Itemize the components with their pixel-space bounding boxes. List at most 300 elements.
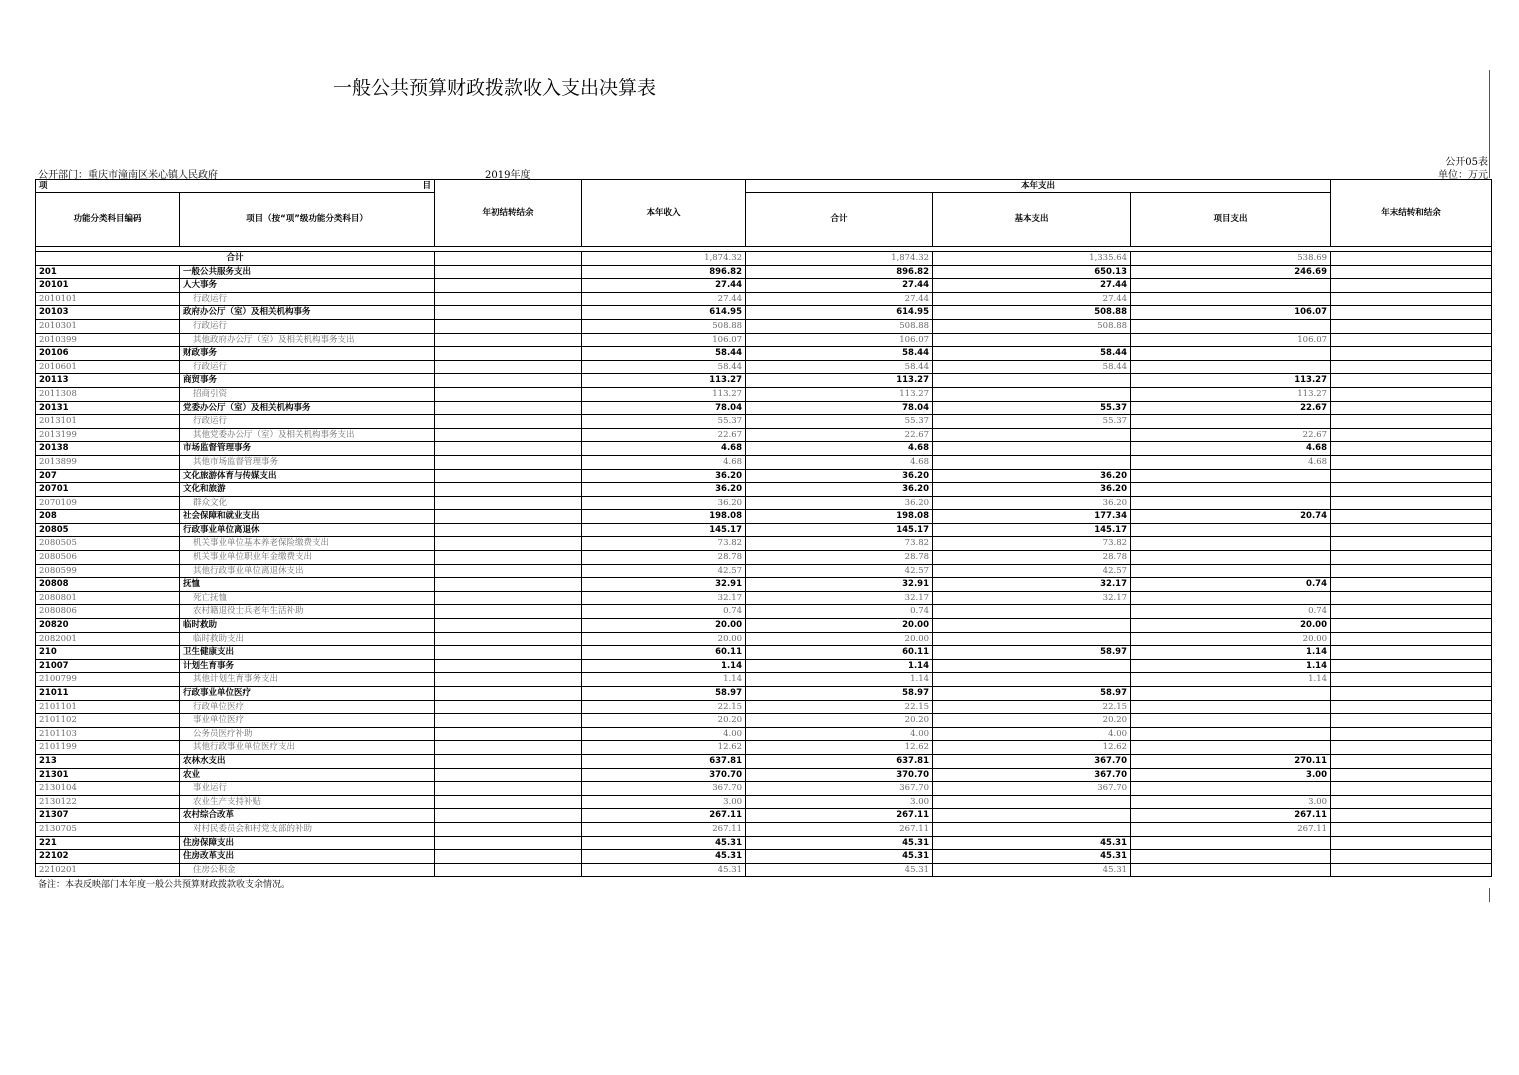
row-income: 267.11 <box>582 822 746 836</box>
row-project: 20.00 <box>1131 619 1331 633</box>
row-begin-balance <box>435 687 582 701</box>
row-code: 2101199 <box>36 741 180 755</box>
begin-balance-header: 年初结转结余 <box>435 180 582 247</box>
row-begin-balance <box>435 782 582 796</box>
row-begin-balance <box>435 496 582 510</box>
row-income: 36.20 <box>582 483 746 497</box>
row-code: 20103 <box>36 306 180 320</box>
row-begin-balance <box>435 578 582 592</box>
code-header: 功能分类科目编码 <box>36 193 180 247</box>
row-project <box>1131 836 1331 850</box>
row-begin-balance <box>435 727 582 741</box>
row-end-balance <box>1331 265 1492 279</box>
row-income: 36.20 <box>582 469 746 483</box>
total-label: 合计 <box>36 252 435 266</box>
row-total: 267.11 <box>746 822 933 836</box>
row-total: 22.67 <box>746 428 933 442</box>
row-basic: 27.44 <box>933 279 1131 293</box>
row-begin-balance <box>435 646 582 660</box>
row-basic: 36.20 <box>933 483 1131 497</box>
row-begin-balance <box>435 333 582 347</box>
row-income: 22.15 <box>582 700 746 714</box>
row-end-balance <box>1331 700 1492 714</box>
row-income: 3.00 <box>582 795 746 809</box>
row-income: 4.68 <box>582 442 746 456</box>
row-income: 20.20 <box>582 714 746 728</box>
row-income: 637.81 <box>582 754 746 768</box>
row-begin-balance <box>435 673 582 687</box>
row-end-balance <box>1331 863 1492 877</box>
row-begin-balance <box>435 523 582 537</box>
row-income: 896.82 <box>582 265 746 279</box>
table-row <box>36 483 1492 497</box>
row-total: 32.17 <box>746 591 933 605</box>
row-project: 4.68 <box>1131 442 1331 456</box>
row-total: 20.00 <box>746 632 933 646</box>
row-begin-balance <box>435 809 582 823</box>
row-end-balance <box>1331 578 1492 592</box>
row-total: 58.44 <box>746 347 933 361</box>
row-end-balance <box>1331 850 1492 864</box>
row-name: 临时救助支出 <box>180 632 435 646</box>
table-row <box>36 659 1492 673</box>
row-basic <box>933 455 1131 469</box>
row-income: 106.07 <box>582 333 746 347</box>
page-title: 一般公共预算财政拨款收入支出决算表 <box>333 77 657 99</box>
row-end-balance <box>1331 754 1492 768</box>
row-income: 4.68 <box>582 455 746 469</box>
row-begin-balance <box>435 510 582 524</box>
page-edge-line <box>1489 70 1490 178</box>
total-project: 538.69 <box>1131 252 1331 266</box>
table-row <box>36 401 1492 415</box>
row-total: 1.14 <box>746 659 933 673</box>
row-income: 508.88 <box>582 319 746 333</box>
row-code: 20106 <box>36 347 180 361</box>
row-begin-balance <box>435 401 582 415</box>
row-basic: 58.97 <box>933 687 1131 701</box>
table-row <box>36 632 1492 646</box>
row-project: 267.11 <box>1131 809 1331 823</box>
row-begin-balance <box>435 428 582 442</box>
row-total: 113.27 <box>746 387 933 401</box>
table-row <box>36 836 1492 850</box>
row-basic: 508.88 <box>933 306 1131 320</box>
row-total: 27.44 <box>746 292 933 306</box>
row-basic: 177.34 <box>933 510 1131 524</box>
row-project <box>1131 469 1331 483</box>
table-row <box>36 387 1492 401</box>
row-end-balance <box>1331 822 1492 836</box>
row-income: 12.62 <box>582 741 746 755</box>
row-total: 106.07 <box>746 333 933 347</box>
row-income: 42.57 <box>582 564 746 578</box>
row-end-balance <box>1331 537 1492 551</box>
row-code: 2080806 <box>36 605 180 619</box>
row-end-balance <box>1331 659 1492 673</box>
row-code: 2101102 <box>36 714 180 728</box>
row-name: 其他计划生育事务支出 <box>180 673 435 687</box>
row-basic <box>933 333 1131 347</box>
row-name: 招商引资 <box>180 387 435 401</box>
row-code: 2013101 <box>36 415 180 429</box>
row-income: 32.91 <box>582 578 746 592</box>
row-end-balance <box>1331 632 1492 646</box>
row-total: 20.20 <box>746 714 933 728</box>
row-project: 1.14 <box>1131 673 1331 687</box>
budget-table <box>35 179 1492 877</box>
row-basic <box>933 428 1131 442</box>
row-name: 政府办公厅（室）及相关机构事务 <box>180 306 435 320</box>
row-code: 2070109 <box>36 496 180 510</box>
row-end-balance <box>1331 292 1492 306</box>
row-code: 20808 <box>36 578 180 592</box>
row-basic <box>933 659 1131 673</box>
table-row <box>36 782 1492 796</box>
table-row <box>36 850 1492 864</box>
row-basic: 45.31 <box>933 836 1131 850</box>
row-name: 公务员医疗补助 <box>180 727 435 741</box>
row-begin-balance <box>435 632 582 646</box>
row-basic: 22.15 <box>933 700 1131 714</box>
row-code: 20805 <box>36 523 180 537</box>
table-row <box>36 768 1492 782</box>
row-basic: 367.70 <box>933 782 1131 796</box>
row-code: 2130122 <box>36 795 180 809</box>
row-project: 3.00 <box>1131 795 1331 809</box>
table-row <box>36 265 1492 279</box>
row-begin-balance <box>435 387 582 401</box>
row-income: 45.31 <box>582 836 746 850</box>
name-header: 项目（按“项”级功能分类科目） <box>180 193 435 247</box>
row-total: 370.70 <box>746 768 933 782</box>
row-code: 2013199 <box>36 428 180 442</box>
row-name: 对村民委员会和村党支部的补助 <box>180 822 435 836</box>
row-code: 2101101 <box>36 700 180 714</box>
row-name: 住房公积金 <box>180 863 435 877</box>
row-begin-balance <box>435 700 582 714</box>
row-end-balance <box>1331 619 1492 633</box>
row-end-balance <box>1331 687 1492 701</box>
row-end-balance <box>1331 605 1492 619</box>
row-basic: 28.78 <box>933 551 1131 565</box>
row-end-balance <box>1331 741 1492 755</box>
row-name: 农村综合改革 <box>180 809 435 823</box>
row-basic <box>933 605 1131 619</box>
project-header: 项目支出 <box>1131 193 1331 247</box>
row-code: 2010101 <box>36 292 180 306</box>
table-row <box>36 319 1492 333</box>
table-row <box>36 292 1492 306</box>
table-row <box>36 578 1492 592</box>
row-name: 行政运行 <box>180 292 435 306</box>
row-income: 58.44 <box>582 347 746 361</box>
table-row <box>36 809 1492 823</box>
row-code: 2101103 <box>36 727 180 741</box>
row-total: 198.08 <box>746 510 933 524</box>
row-begin-balance <box>435 319 582 333</box>
row-end-balance <box>1331 510 1492 524</box>
row-code: 20138 <box>36 442 180 456</box>
table-row <box>36 795 1492 809</box>
row-income: 198.08 <box>582 510 746 524</box>
table-row <box>36 279 1492 293</box>
row-begin-balance <box>435 795 582 809</box>
row-total: 45.31 <box>746 850 933 864</box>
row-name: 机关事业单位职业年金缴费支出 <box>180 551 435 565</box>
row-project <box>1131 700 1331 714</box>
row-basic: 27.44 <box>933 292 1131 306</box>
row-code: 2010601 <box>36 360 180 374</box>
row-code: 2130705 <box>36 822 180 836</box>
header-row-2 <box>36 193 1492 247</box>
row-total: 73.82 <box>746 537 933 551</box>
row-name: 其他市场监督管理事务 <box>180 455 435 469</box>
row-basic: 20.20 <box>933 714 1131 728</box>
total-income: 1,874.32 <box>582 252 746 266</box>
row-income: 22.67 <box>582 428 746 442</box>
row-end-balance <box>1331 782 1492 796</box>
fiscal-year: 2019年度 <box>485 170 531 181</box>
row-name: 事业单位医疗 <box>180 714 435 728</box>
item-header-left: 项 <box>39 181 48 191</box>
row-name: 商贸事务 <box>180 374 435 388</box>
row-name: 行政运行 <box>180 415 435 429</box>
row-code: 221 <box>36 836 180 850</box>
row-total: 45.31 <box>746 863 933 877</box>
row-code: 2100799 <box>36 673 180 687</box>
row-project <box>1131 292 1331 306</box>
row-project: 22.67 <box>1131 428 1331 442</box>
row-income: 27.44 <box>582 279 746 293</box>
row-total: 0.74 <box>746 605 933 619</box>
row-end-balance <box>1331 415 1492 429</box>
row-begin-balance <box>435 836 582 850</box>
row-total: 3.00 <box>746 795 933 809</box>
row-code: 20101 <box>36 279 180 293</box>
row-begin-balance <box>435 415 582 429</box>
row-income: 45.31 <box>582 850 746 864</box>
row-income: 45.31 <box>582 863 746 877</box>
row-total: 60.11 <box>746 646 933 660</box>
row-code: 2130104 <box>36 782 180 796</box>
row-basic <box>933 619 1131 633</box>
row-income: 36.20 <box>582 496 746 510</box>
department-label: 公开部门：重庆市潼南区米心镇人民政府 <box>38 170 218 181</box>
row-code: 2010399 <box>36 333 180 347</box>
row-total: 508.88 <box>746 319 933 333</box>
row-end-balance <box>1331 455 1492 469</box>
table-row <box>36 333 1492 347</box>
row-basic: 73.82 <box>933 537 1131 551</box>
row-name: 群众文化 <box>180 496 435 510</box>
row-begin-balance <box>435 292 582 306</box>
row-code: 207 <box>36 469 180 483</box>
row-end-balance <box>1331 279 1492 293</box>
row-project: 267.11 <box>1131 822 1331 836</box>
row-project: 246.69 <box>1131 265 1331 279</box>
row-project <box>1131 741 1331 755</box>
row-basic: 650.13 <box>933 265 1131 279</box>
row-basic: 58.97 <box>933 646 1131 660</box>
row-name: 行政单位医疗 <box>180 700 435 714</box>
row-basic: 55.37 <box>933 401 1131 415</box>
row-code: 2082001 <box>36 632 180 646</box>
row-income: 4.00 <box>582 727 746 741</box>
row-end-balance <box>1331 551 1492 565</box>
row-income: 113.27 <box>582 374 746 388</box>
row-basic <box>933 673 1131 687</box>
table-row <box>36 754 1492 768</box>
row-name: 人大事务 <box>180 279 435 293</box>
table-row <box>36 741 1492 755</box>
row-project: 22.67 <box>1131 401 1331 415</box>
row-end-balance <box>1331 360 1492 374</box>
end-balance-header: 年末结转和结余 <box>1331 180 1492 247</box>
row-end-balance <box>1331 714 1492 728</box>
row-name: 计划生育事务 <box>180 659 435 673</box>
row-code: 20820 <box>36 619 180 633</box>
row-end-balance <box>1331 333 1492 347</box>
row-project <box>1131 483 1331 497</box>
row-total: 4.00 <box>746 727 933 741</box>
table-row <box>36 822 1492 836</box>
row-name: 农村籍退役士兵老年生活补助 <box>180 605 435 619</box>
row-total: 637.81 <box>746 754 933 768</box>
row-code: 2210201 <box>36 863 180 877</box>
row-project <box>1131 687 1331 701</box>
row-begin-balance <box>435 469 582 483</box>
row-end-balance <box>1331 523 1492 537</box>
table-row <box>36 551 1492 565</box>
row-income: 58.97 <box>582 687 746 701</box>
form-number: 公开05表 <box>1445 157 1488 168</box>
row-end-balance <box>1331 483 1492 497</box>
row-project: 1.14 <box>1131 659 1331 673</box>
row-basic: 4.00 <box>933 727 1131 741</box>
row-name: 文化和旅游 <box>180 483 435 497</box>
table-row <box>36 428 1492 442</box>
row-total: 42.57 <box>746 564 933 578</box>
row-income: 28.78 <box>582 551 746 565</box>
row-begin-balance <box>435 659 582 673</box>
row-end-balance <box>1331 374 1492 388</box>
row-end-balance <box>1331 442 1492 456</box>
table-row <box>36 469 1492 483</box>
row-begin-balance <box>435 714 582 728</box>
row-project <box>1131 319 1331 333</box>
row-total: 58.44 <box>746 360 933 374</box>
row-basic: 58.44 <box>933 347 1131 361</box>
row-project <box>1131 782 1331 796</box>
row-income: 55.37 <box>582 415 746 429</box>
row-begin-balance <box>435 591 582 605</box>
row-end-balance <box>1331 727 1492 741</box>
row-income: 145.17 <box>582 523 746 537</box>
total-end-balance <box>1331 252 1492 266</box>
row-begin-balance <box>435 483 582 497</box>
row-project: 1.14 <box>1131 646 1331 660</box>
row-income: 267.11 <box>582 809 746 823</box>
row-code: 2010301 <box>36 319 180 333</box>
row-name: 住房保障支出 <box>180 836 435 850</box>
row-total: 32.91 <box>746 578 933 592</box>
row-project <box>1131 850 1331 864</box>
table-row <box>36 591 1492 605</box>
row-name: 住房改革支出 <box>180 850 435 864</box>
row-name: 机关事业单位基本养老保险缴费支出 <box>180 537 435 551</box>
row-name: 农林水支出 <box>180 754 435 768</box>
row-basic: 32.17 <box>933 578 1131 592</box>
table-body <box>36 265 1492 877</box>
row-total: 36.20 <box>746 469 933 483</box>
row-code: 213 <box>36 754 180 768</box>
table-row <box>36 537 1492 551</box>
table-row <box>36 306 1492 320</box>
row-project: 0.74 <box>1131 605 1331 619</box>
row-project: 113.27 <box>1131 374 1331 388</box>
row-begin-balance <box>435 442 582 456</box>
row-end-balance <box>1331 347 1492 361</box>
row-total: 28.78 <box>746 551 933 565</box>
row-name: 文化旅游体育与传媒支出 <box>180 469 435 483</box>
row-end-balance <box>1331 401 1492 415</box>
item-header-right: 目 <box>422 181 432 191</box>
row-project <box>1131 496 1331 510</box>
row-end-balance <box>1331 673 1492 687</box>
row-end-balance <box>1331 768 1492 782</box>
row-basic: 45.31 <box>933 850 1131 864</box>
row-begin-balance <box>435 551 582 565</box>
row-name: 社会保障和就业支出 <box>180 510 435 524</box>
row-end-balance <box>1331 469 1492 483</box>
row-name: 其他政府办公厅（室）及相关机构事务支出 <box>180 333 435 347</box>
table-row <box>36 523 1492 537</box>
row-name: 行政运行 <box>180 360 435 374</box>
row-income: 370.70 <box>582 768 746 782</box>
row-name: 抚恤 <box>180 578 435 592</box>
row-total: 1.14 <box>746 673 933 687</box>
item-header <box>36 180 435 193</box>
row-project <box>1131 523 1331 537</box>
row-code: 2080801 <box>36 591 180 605</box>
row-project: 106.07 <box>1131 306 1331 320</box>
row-project <box>1131 591 1331 605</box>
row-name: 农业生产支持补贴 <box>180 795 435 809</box>
row-name: 市场监督管理事务 <box>180 442 435 456</box>
page-edge-line <box>1489 888 1490 902</box>
row-project <box>1131 727 1331 741</box>
table-row <box>36 415 1492 429</box>
row-code: 21011 <box>36 687 180 701</box>
row-project <box>1131 347 1331 361</box>
total-expense: 1,874.32 <box>746 252 933 266</box>
row-basic <box>933 442 1131 456</box>
unit-label: 单位：万元 <box>1438 170 1488 181</box>
row-income: 20.00 <box>582 632 746 646</box>
row-basic: 508.88 <box>933 319 1131 333</box>
row-code: 20131 <box>36 401 180 415</box>
row-name: 其他行政事业单位医疗支出 <box>180 741 435 755</box>
row-begin-balance <box>435 605 582 619</box>
row-begin-balance <box>435 279 582 293</box>
row-name: 党委办公厅（室）及相关机构事务 <box>180 401 435 415</box>
row-project: 3.00 <box>1131 768 1331 782</box>
table-row <box>36 374 1492 388</box>
row-total: 12.62 <box>746 741 933 755</box>
row-income: 0.74 <box>582 605 746 619</box>
row-begin-balance <box>435 347 582 361</box>
